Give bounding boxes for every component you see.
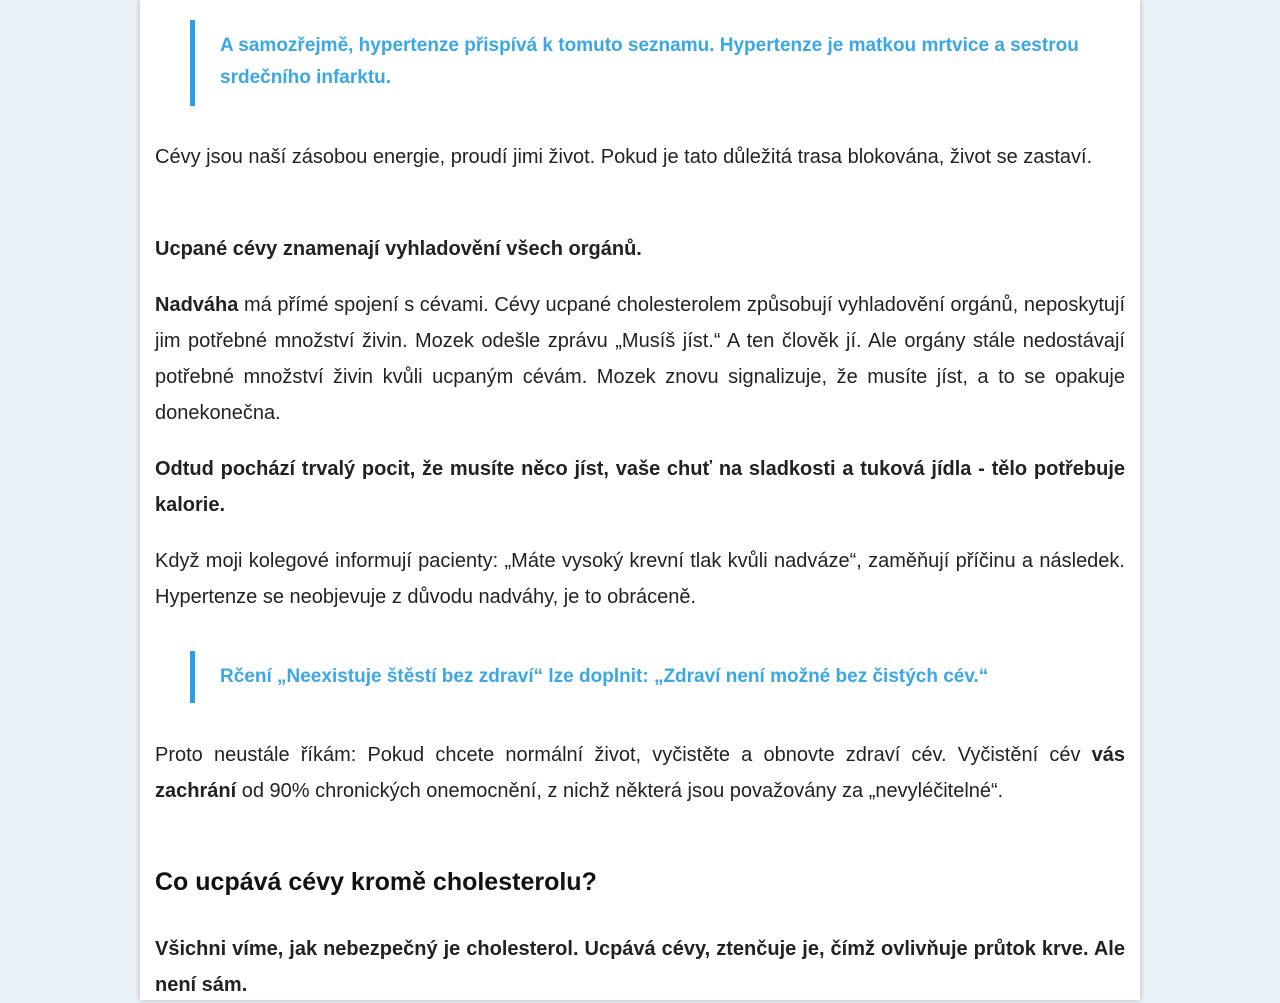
paragraph-cleaning-vessels (155, 737, 1125, 809)
paragraph-clogged-vessels: Ucpané cévy znamenají vyhladovění všech orgánů. (155, 238, 642, 260)
article-page (140, 0, 1140, 1000)
paragraph-constant-hunger: Odtud pochází trvalý pocit, že musíte něco jíst, vaše chuť na sladkosti a tuková jídla - tělo potřebuje kalorie. (155, 458, 1125, 516)
section-heading: Co ucpává cévy kromě cholesterolu? (155, 868, 597, 896)
overweight-emphasis: Nadváha (155, 294, 239, 316)
cleaning-emphasis: vás zachrání (155, 744, 1125, 802)
paragraph-cause-effect: Když moji kolegové informují pacienty: „Máte vysoký krevní tlak kvůli nadváze“, zaměňují příčinu a následek. Hypertenze se neobjevuje z důvodu nadváhy, je to obráceně. (155, 550, 1125, 608)
cleaning-text-a: Proto neustále říkám: Pokud chcete normální život, vyčistěte a obnovte zdraví cév. Vyčistění cév (155, 744, 1092, 766)
paragraph-overweight (155, 287, 1125, 431)
cleaning-text-b: od 90% chronických onemocnění, z nichž některá jsou považovány za „nevyléčitelné“. (236, 780, 1004, 802)
quote-saying: Rčení „Neexistuje štěstí bez zdraví“ lze doplnit: „Zdraví není možné bez čistých cév.“ (190, 651, 1080, 703)
paragraph-vessels-energy: Cévy jsou naší zásobou energie, proudí jimi život. Pokud je tato důležitá trasa blokována, život se zastaví. (155, 146, 1093, 168)
paragraph-cholesterol: Všichni víme, jak nebezpečný je cholesterol. Ucpává cévy, ztenčuje je, čímž ovlivňuje průtok krve. Ale není sám. (155, 938, 1125, 996)
overweight-text: má přímé spojení s cévami. Cévy ucpané cholesterolem způsobují vyhladovění orgánů, neposkytují jim potřebné množství živin. Mozek odešle zprávu „Musíš jíst.“ A ten člověk jí. Ale orgány stále nedostávají potřebné množství živin kvůli ucpaným cévám. Mozek znovu signalizuje, že musíte jíst, a to se opakuje donekonečna. (155, 294, 1125, 424)
quote-hypertension: A samozřejmě, hypertenze přispívá k tomuto seznamu. Hypertenze je matkou mrtvice a sestrou srdečního infarktu. (190, 20, 1080, 106)
